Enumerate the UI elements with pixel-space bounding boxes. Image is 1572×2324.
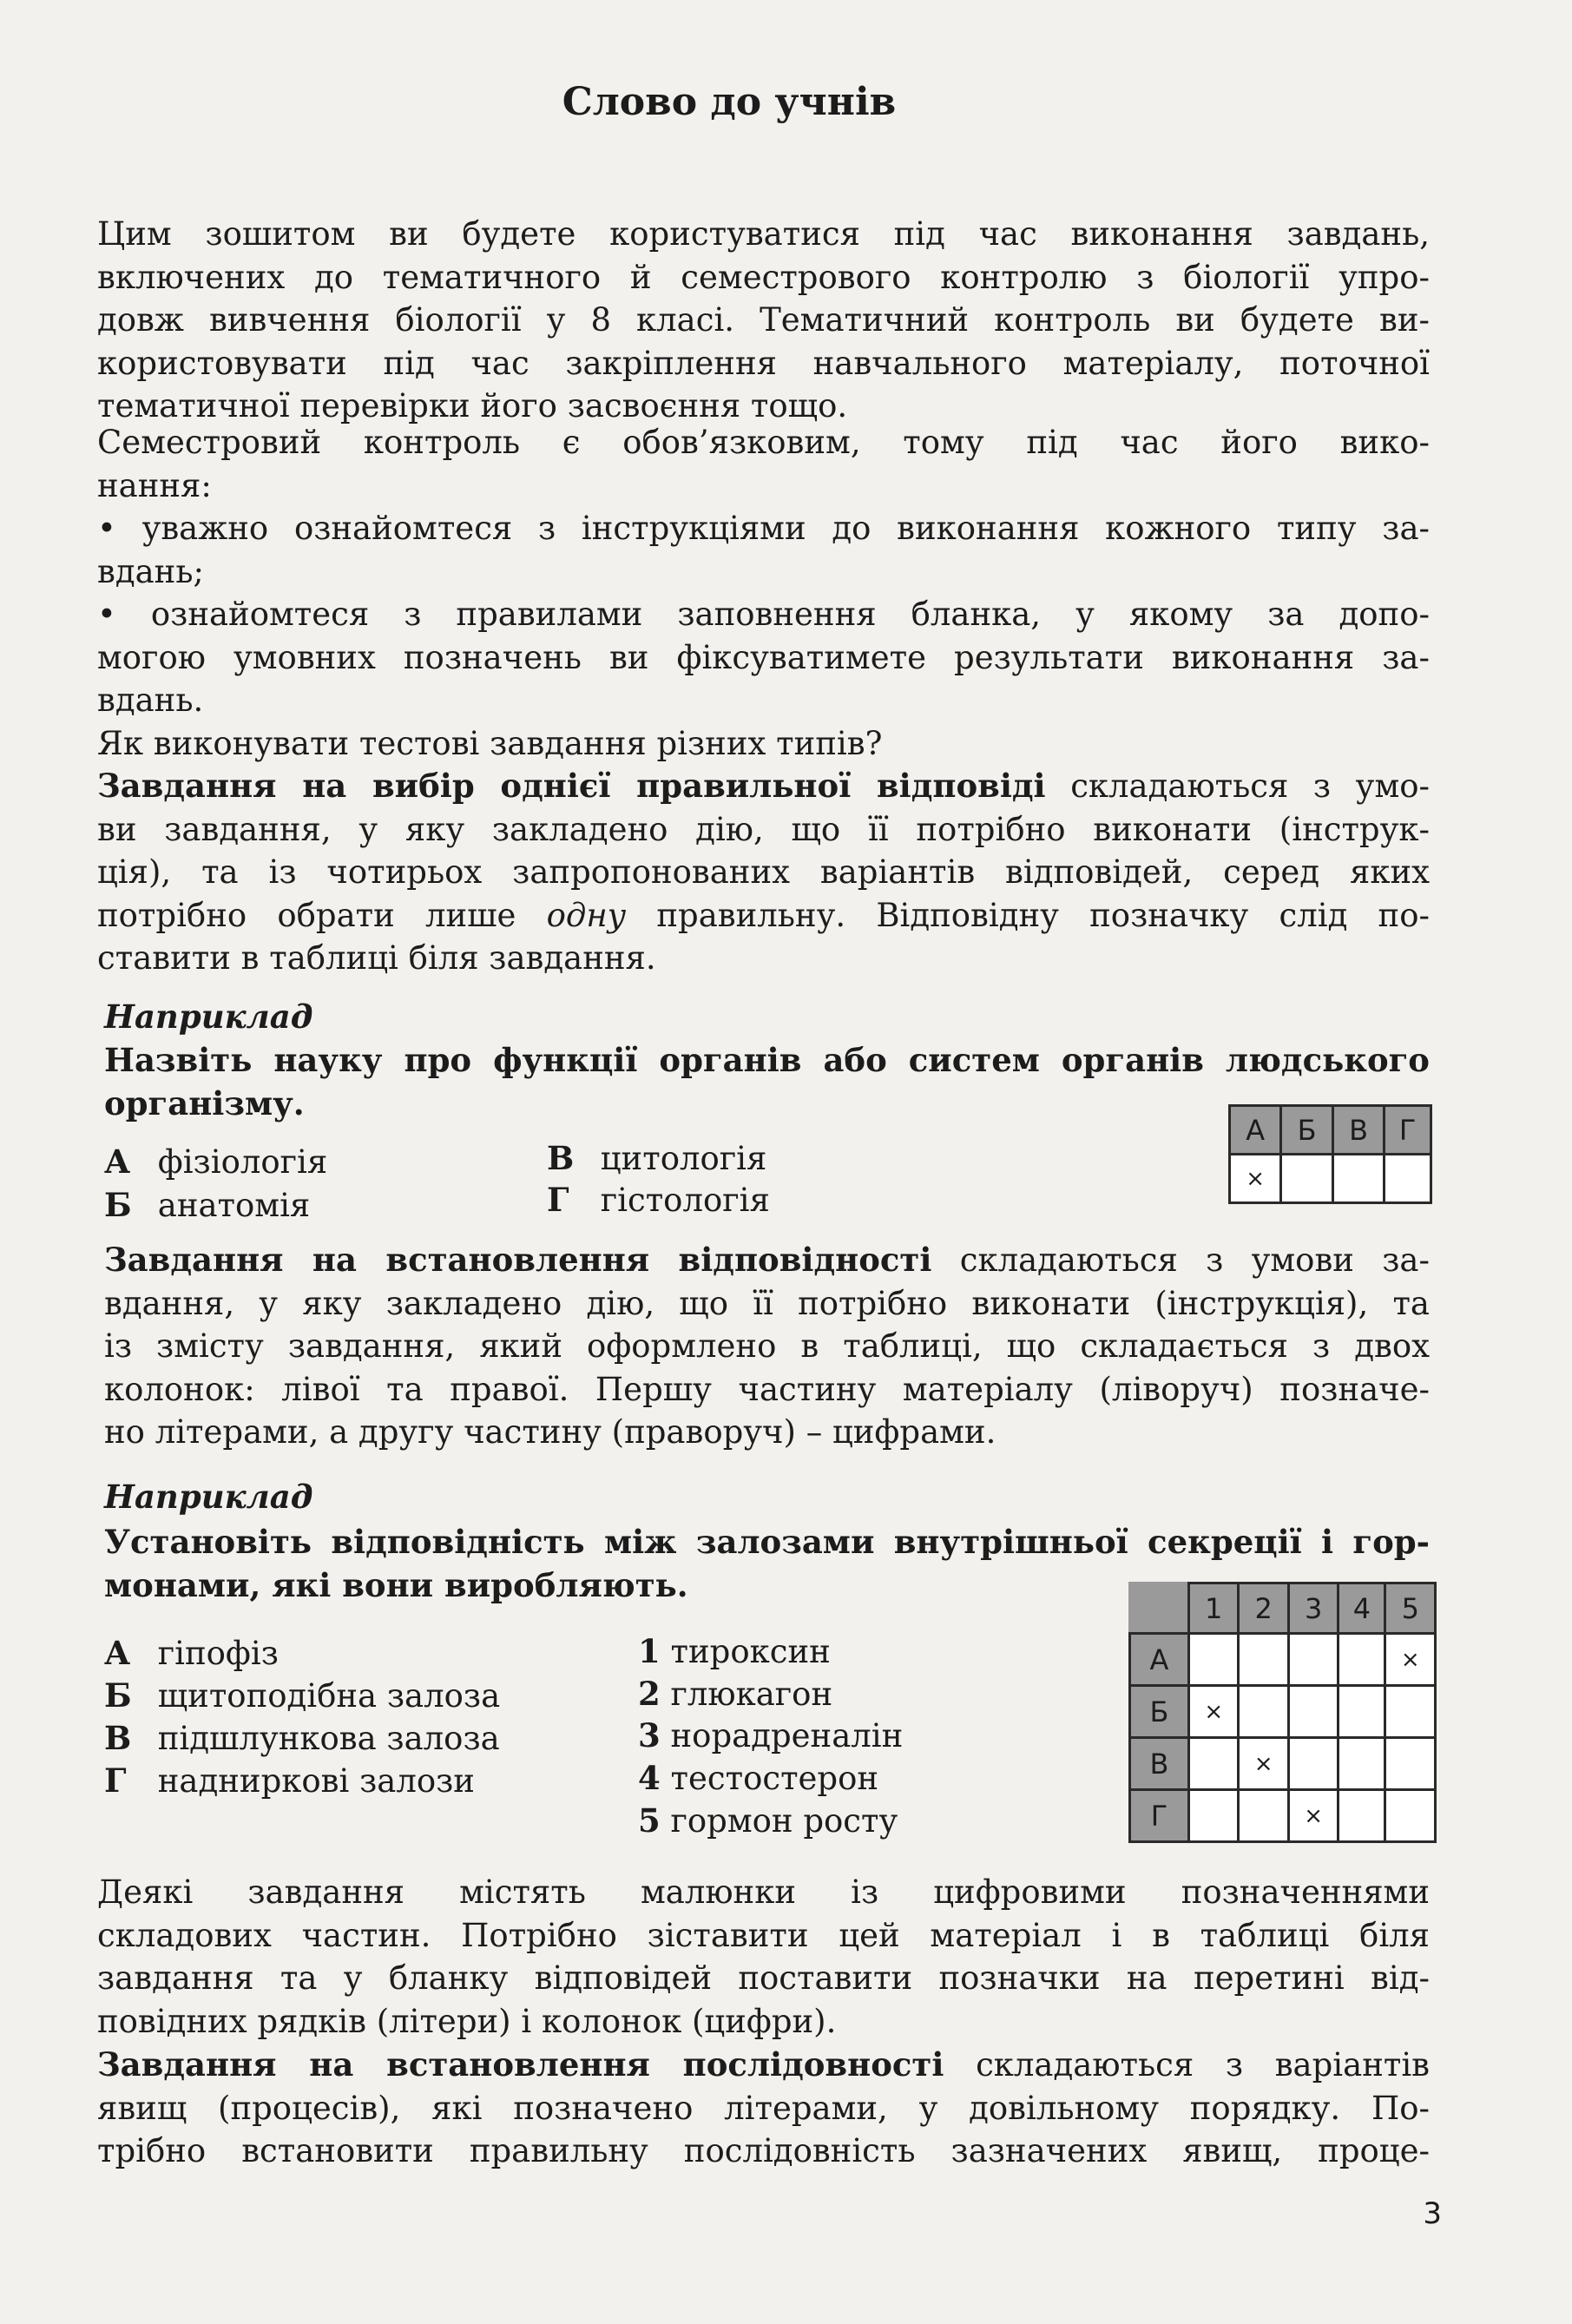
grid-cell [1385, 1790, 1436, 1842]
match-text: гіпофіз [157, 1635, 279, 1672]
sequence-text: явищ (процесів), які позначено літерами, у довільному порядку. По- [97, 2089, 1430, 2127]
pictures-line: повідних рядків (літери) і колонок (цифри). [97, 2002, 837, 2040]
match-right-item [638, 1800, 898, 1843]
matching-text: із змісту завдання, який оформлено в таблиці, що складається з двох [104, 1327, 1430, 1365]
grid-col-header: 4 [1339, 1583, 1385, 1634]
semester-line: нання: [97, 466, 212, 504]
option-item [104, 1184, 310, 1228]
match-right-item [638, 1757, 878, 1801]
intro-line: користовувати під час закріплення навчального матеріалу, поточної [97, 344, 1430, 382]
match-text: глюкагон [670, 1676, 833, 1713]
pictures-paragraph [97, 1871, 1430, 2043]
match-number: 4 [638, 1759, 661, 1797]
grid-cell [1332, 1155, 1384, 1203]
grid-header: Г [1385, 1106, 1431, 1155]
answer-grid-example1 [1228, 1104, 1432, 1204]
answer-grid-example2 [1128, 1582, 1437, 1843]
option-text: цитологія [600, 1140, 767, 1177]
match-letter: Б [104, 1676, 132, 1715]
matching-text: но літерами, а другу частину (праворуч) – цифрами. [104, 1413, 996, 1451]
grid-cell [1288, 1738, 1338, 1790]
pictures-line: Деякі завдання містять малюнки із цифровими позначеннями [97, 1873, 1430, 1911]
single-choice-emphasis: одну [546, 896, 627, 934]
pictures-line: завдання та у бланку відповідей поставити позначки на перетині від- [97, 1959, 1430, 1997]
grid-cell [1339, 1738, 1385, 1790]
match-right-item [638, 1673, 832, 1716]
single-choice-text: ція), та із чотирьох запропонованих варіантів відповідей, серед яких [97, 853, 1430, 891]
grid-cell [1189, 1634, 1239, 1686]
match-text: щитоподібна залоза [157, 1677, 501, 1715]
matching-lead: Завдання на встановлення відповідності [104, 1241, 932, 1279]
grid-col-header: 2 [1239, 1583, 1288, 1634]
sequence-text: трібно встановити правильну послідовність зазначених явищ, проце- [97, 2132, 1430, 2169]
option-item [547, 1179, 770, 1222]
matching-text: колонок: лівої та правої. Першу частину матеріалу (ліворуч) позначе- [104, 1370, 1430, 1408]
page-number: 3 [1423, 2196, 1442, 2231]
grid-header: Б [1281, 1106, 1332, 1155]
how-question: Як виконувати тестові завдання різних типів? [97, 725, 883, 762]
intro-paragraph [97, 213, 1430, 428]
grid-cell [1339, 1790, 1385, 1842]
example-label: Наприклад [104, 997, 313, 1036]
bullet-item [97, 593, 1430, 722]
match-left-item [104, 1717, 500, 1761]
intro-line: довж вивчення біології у 8 класі. Тематичний контроль ви будете ви- [97, 301, 1430, 339]
example-label: Наприклад [104, 1478, 313, 1516]
grid-header: А [1230, 1106, 1281, 1155]
single-choice-text: ви завдання, у яку закладено дію, що її потрібно виконати (інструк- [97, 810, 1430, 848]
match-text: гормон росту [670, 1802, 898, 1840]
grid-cell [1281, 1155, 1332, 1203]
match-text: надниркові залози [157, 1762, 475, 1800]
option-text: анатомія [157, 1187, 311, 1224]
single-choice-text: ставити в таблиці біля завдання. [97, 939, 656, 977]
option-item [104, 1141, 327, 1184]
sequence-lead: Завдання на встановлення послідовності [97, 2045, 944, 2084]
semester-line: Семестровий контроль є обов’язковим, тому під час його вико- [97, 424, 1430, 461]
bullet-line: • уважно ознайомтеся з інструкціями до виконання кожного типу за- [97, 510, 1430, 547]
question-line: монами, які вони виробляють. [104, 1565, 688, 1604]
sequence-paragraph [97, 2044, 1430, 2173]
grid-row-header: А [1130, 1634, 1189, 1686]
match-text: норадреналін [670, 1717, 904, 1755]
grid-col-header: 3 [1288, 1583, 1338, 1634]
grid-row-header: В [1130, 1738, 1189, 1790]
matching-text: складаються з умови за- [931, 1241, 1430, 1279]
grid-cell [1189, 1738, 1239, 1790]
bullet-line: • ознайомтеся з правилами заповнення бланка, у якому за допо- [97, 596, 1430, 633]
grid-row-header: Б [1130, 1686, 1189, 1738]
grid-col-header: 5 [1385, 1583, 1436, 1634]
match-number: 1 [638, 1632, 661, 1670]
match-text: тестостерон [670, 1760, 879, 1797]
pictures-line: складових частин. Потрібно зіставити цей матеріал і в таблиці біля [97, 1916, 1430, 1954]
question-line: організму. [104, 1083, 305, 1122]
bullet-line: вдань; [97, 552, 204, 590]
match-right-item [638, 1630, 831, 1674]
single-choice-text: правильну. Відповідну позначку слід по- [626, 896, 1430, 934]
option-letter: Б [104, 1186, 132, 1224]
grid-cell [1239, 1686, 1288, 1738]
grid-cell: × [1288, 1790, 1338, 1842]
bullet-line: вдань. [97, 681, 204, 719]
grid-header: В [1332, 1106, 1384, 1155]
grid-cell: × [1239, 1738, 1288, 1790]
match-right-item [638, 1715, 903, 1758]
question-line: Установіть відповідність між залозами внутрішньої секреції і гор- [104, 1523, 1430, 1561]
match-number: 3 [638, 1716, 661, 1755]
bullet-line: могою умовних позначень ви фіксуватимете результати виконання за- [97, 638, 1430, 676]
option-text: гістологія [600, 1182, 770, 1219]
match-number: 5 [638, 1801, 661, 1840]
semester-paragraph [97, 421, 1430, 507]
grid-cell [1288, 1634, 1338, 1686]
option-item [547, 1137, 766, 1181]
sequence-text: складаються з варіантів [944, 2046, 1430, 2084]
match-left-item [104, 1632, 279, 1676]
option-letter: Г [547, 1181, 569, 1219]
grid-cell [1189, 1790, 1239, 1842]
question-line: Назвіть науку про функції органів або систем органів людського [104, 1041, 1430, 1079]
grid-cell [1385, 1686, 1436, 1738]
grid-cell [1239, 1634, 1288, 1686]
option-letter: В [547, 1139, 575, 1177]
grid-cell [1339, 1634, 1385, 1686]
match-text: тироксин [670, 1633, 831, 1670]
match-letter: В [104, 1719, 132, 1757]
match-left-item [104, 1675, 500, 1718]
grid-cell: × [1385, 1634, 1436, 1686]
match-letter: Г [104, 1761, 127, 1800]
grid-cell [1385, 1738, 1436, 1790]
match-text: підшлункова залоза [157, 1720, 500, 1757]
option-text: фізіологія [157, 1143, 328, 1181]
grid-cell: × [1230, 1155, 1281, 1203]
match-left-item [104, 1760, 475, 1803]
intro-line: включених до тематичного й семестрового контролю з біології упро- [97, 258, 1430, 296]
single-choice-paragraph [97, 765, 1430, 980]
grid-cell [1239, 1790, 1288, 1842]
intro-line: Цим зошитом ви будете користуватися під час виконання завдань, [97, 215, 1430, 253]
grid-row-header: Г [1130, 1790, 1189, 1842]
matching-paragraph [104, 1239, 1430, 1454]
grid-cell [1339, 1686, 1385, 1738]
single-choice-text: складаються з умо- [1045, 767, 1431, 805]
grid-cell: × [1189, 1686, 1239, 1738]
match-letter: А [104, 1634, 131, 1672]
matching-text: вдання, у яку закладено дію, що її потрібно виконати (інструкція), та [104, 1284, 1430, 1322]
single-choice-text: потрібно обрати лише [97, 896, 547, 934]
option-letter: А [104, 1142, 131, 1181]
grid-cell [1288, 1686, 1338, 1738]
bullet-item [97, 507, 1430, 593]
grid-col-header: 1 [1189, 1583, 1239, 1634]
grid-cell [1385, 1155, 1431, 1203]
intro-line: тематичної перевірки його засвоєння тощо. [97, 387, 848, 425]
page-title: Слово до учнів [562, 80, 897, 124]
single-choice-lead: Завдання на вибір однієї правильної відповіді [97, 767, 1046, 805]
match-number: 2 [638, 1675, 661, 1713]
